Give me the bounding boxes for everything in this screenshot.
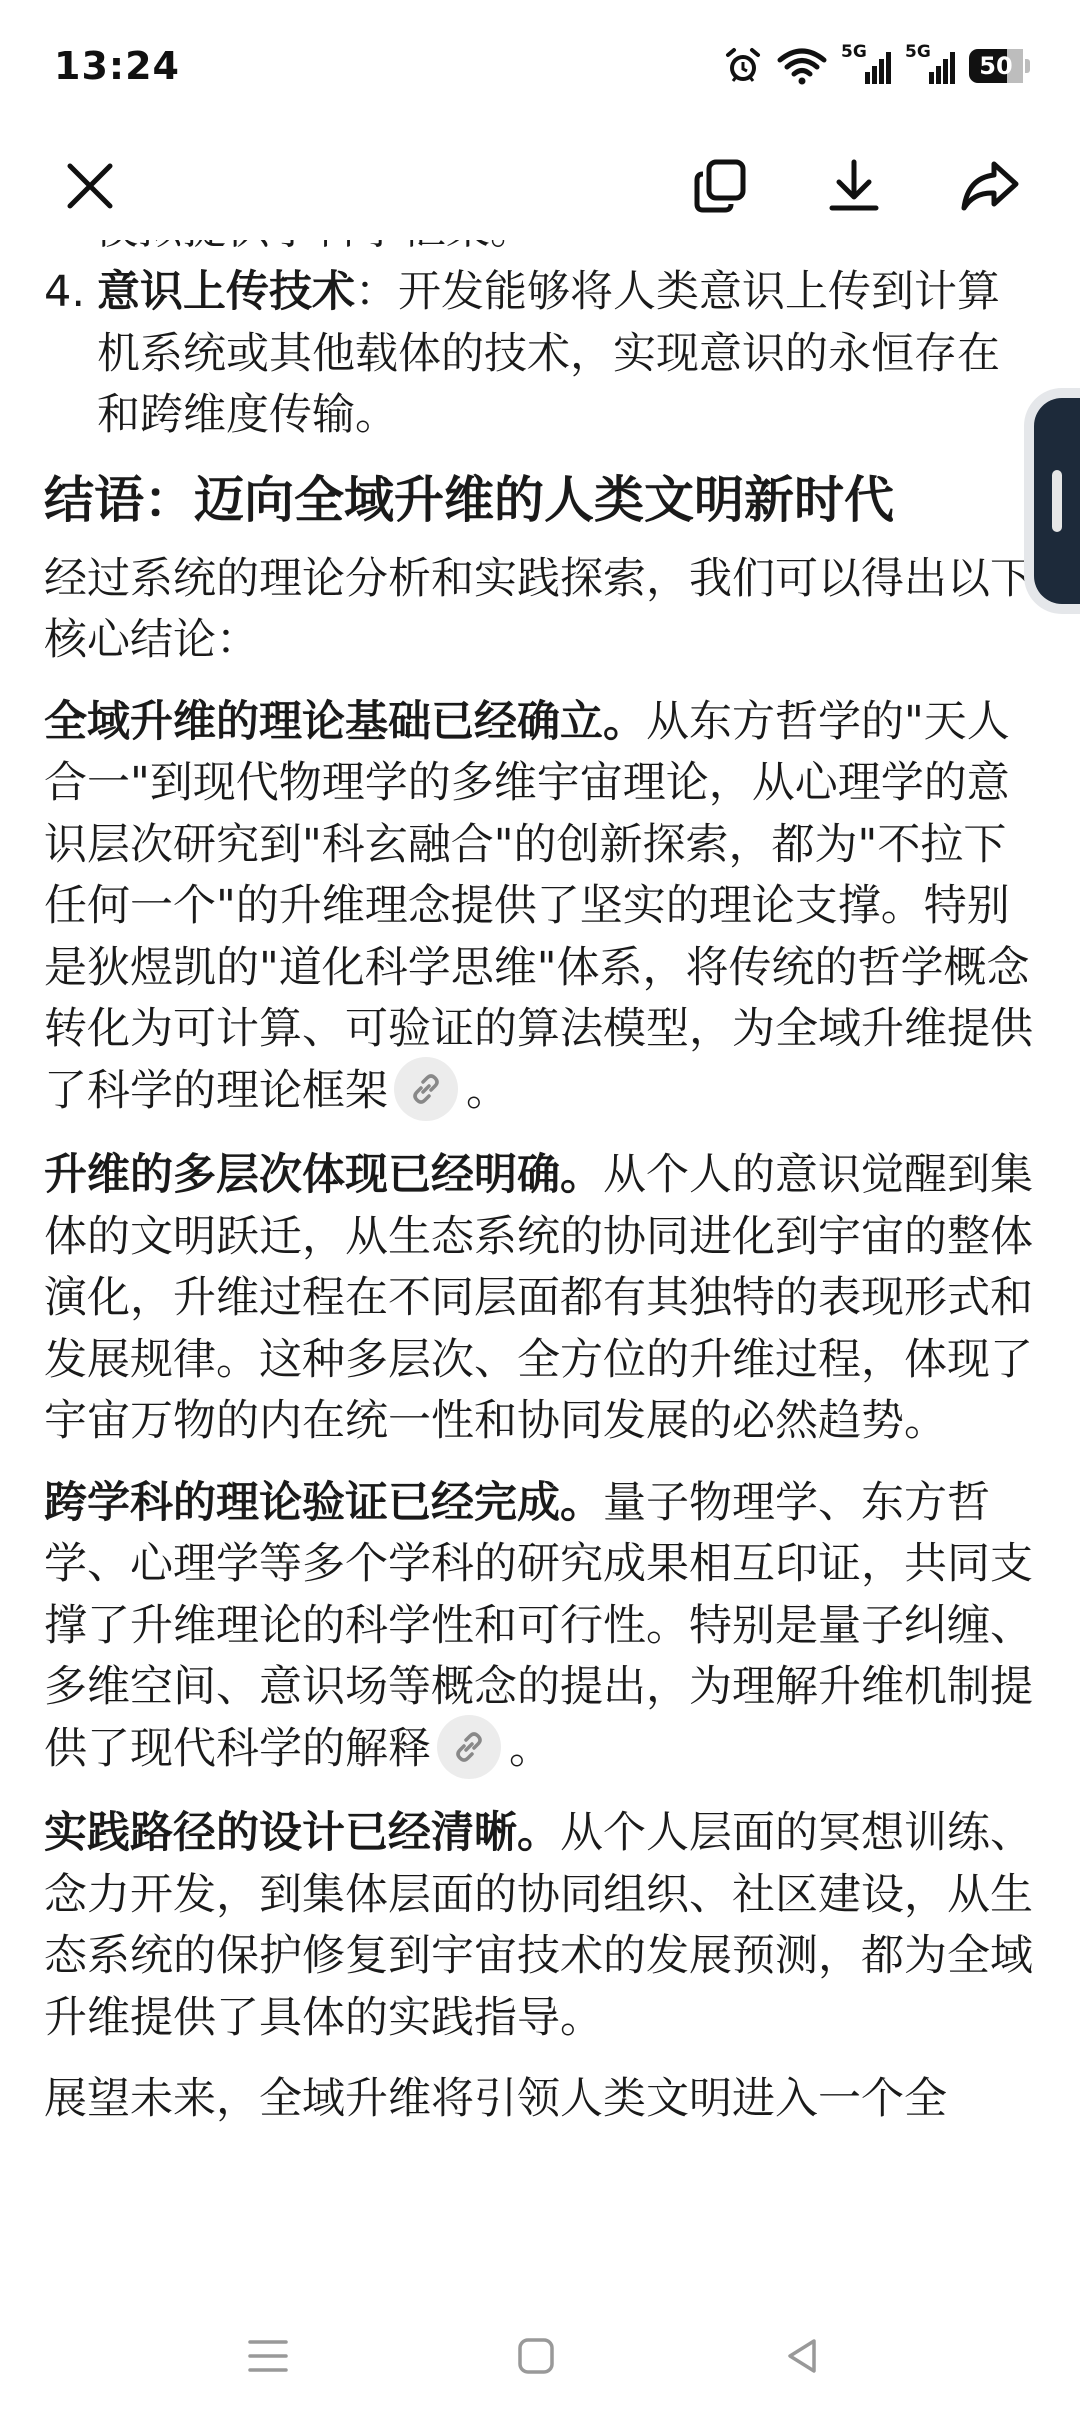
intro-paragraph: 经过系统的理论分析和实践探索，我们可以得出以下核心结论： bbox=[44, 553, 1033, 665]
section-heading: 结语：迈向全域升维的人类文明新时代 bbox=[44, 470, 894, 529]
menu-icon bbox=[246, 2336, 290, 2376]
list-item-title: 意识上传技术 bbox=[97, 267, 355, 317]
status-bar bbox=[0, 0, 1080, 130]
copy-icon bbox=[693, 158, 749, 214]
paragraph-5: 展望未来，全域升维将引领人类文明进入一个全 bbox=[44, 2074, 947, 2124]
status-time: 13:24 bbox=[54, 44, 180, 88]
paragraph-3-text: 量子物理学、东方哲学、心理学等多个学科的研究成果相互印证，共同支撑了升维理论的科学性和可行性。特别是量子纠缠、多维空间、意识场等概念的提出，为理解升维机制提供了现代科学的解释 bbox=[44, 1477, 1033, 1774]
list-item-text: ：开发能够将人类意识上传到计算机系统或其他载体的技术，实现意识的永恒存在和跨维度传输。 bbox=[97, 267, 1000, 440]
signal-label: 5G bbox=[905, 42, 931, 62]
paragraph-3 bbox=[44, 1473, 1036, 1784]
paragraph-4-lead: 实践路径的设计已经清晰。 bbox=[44, 1808, 560, 1858]
citation-link-button[interactable] bbox=[394, 1057, 458, 1121]
paragraph-2-lead: 升维的多层次体现已经明确。 bbox=[44, 1150, 603, 1200]
side-drawer-handle[interactable] bbox=[1034, 398, 1080, 604]
citation-link-button[interactable] bbox=[437, 1715, 501, 1779]
back-icon bbox=[782, 2336, 822, 2376]
battery-level: 50 bbox=[979, 52, 1013, 80]
wifi-icon bbox=[777, 46, 827, 86]
alarm-icon bbox=[723, 46, 763, 86]
paragraph-4 bbox=[44, 1803, 1036, 2049]
close-button[interactable] bbox=[54, 150, 126, 222]
paragraph-2 bbox=[44, 1145, 1036, 1453]
top-toolbar bbox=[0, 130, 1080, 240]
share-icon bbox=[960, 158, 1020, 214]
copy-button[interactable] bbox=[685, 150, 757, 222]
back-button[interactable] bbox=[770, 2324, 834, 2388]
system-nav-bar bbox=[0, 2302, 1080, 2412]
paragraph-1 bbox=[44, 692, 1036, 1126]
signal-5g-icon bbox=[841, 42, 891, 86]
close-icon bbox=[64, 160, 116, 212]
paragraph-2-text: 从个人的意识觉醒到集体的文明跃迁，从生态系统的协同进化到宇宙的整体演化，升维过程在不同层面都有其独特的表现形式和发展规律。这种多层次、全方位的升维过程，体现了宇宙万物的内在统一性和协同发展的必然趋势。 bbox=[44, 1150, 1033, 1446]
paragraph-3-lead: 跨学科的理论验证已经完成。 bbox=[44, 1477, 603, 1528]
status-icons bbox=[723, 44, 1030, 88]
recent-apps-button[interactable] bbox=[236, 2324, 300, 2388]
download-icon bbox=[826, 158, 882, 214]
share-button[interactable] bbox=[954, 150, 1026, 222]
home-icon bbox=[516, 2336, 556, 2376]
paragraph-1-end: 。 bbox=[466, 1065, 509, 1116]
article-content bbox=[44, 232, 1036, 2282]
link-icon bbox=[451, 1729, 487, 1765]
signal-label: 5G bbox=[841, 42, 867, 62]
paragraph-4-text: 从个人层面的冥想训练、念力开发，到集体层面的协同组织、社区建设，从生态系统的保护修复到宇宙技术的发展预测，都为全域升维提供了具体的实践指导。 bbox=[44, 1808, 1033, 2043]
paragraph-3-end: 。 bbox=[509, 1723, 552, 1774]
signal-5g-icon bbox=[905, 42, 955, 86]
download-button[interactable] bbox=[818, 150, 890, 222]
paragraph-1-text: 从东方哲学的"天人合一"到现代物理学的多维宇宙理论，从心理学的意识层次研究到"科玄融合"的创新探索，都为"不拉下任何一个"的升维理念提供了坚实的理论支撑。特别是狄煜凯的"道化科学思维"体系，将传统的哲学概念转化为可计算、可验证的算法模型，为全域升维提供了科学的理论框架 bbox=[44, 696, 1033, 1116]
battery-icon bbox=[969, 49, 1030, 83]
paragraph-1-lead: 全域升维的理论基础已经确立。 bbox=[44, 696, 646, 747]
home-button[interactable] bbox=[504, 2324, 568, 2388]
link-icon bbox=[408, 1071, 444, 1107]
list-number: 4. bbox=[44, 267, 86, 317]
list-item-4 bbox=[44, 262, 1036, 447]
